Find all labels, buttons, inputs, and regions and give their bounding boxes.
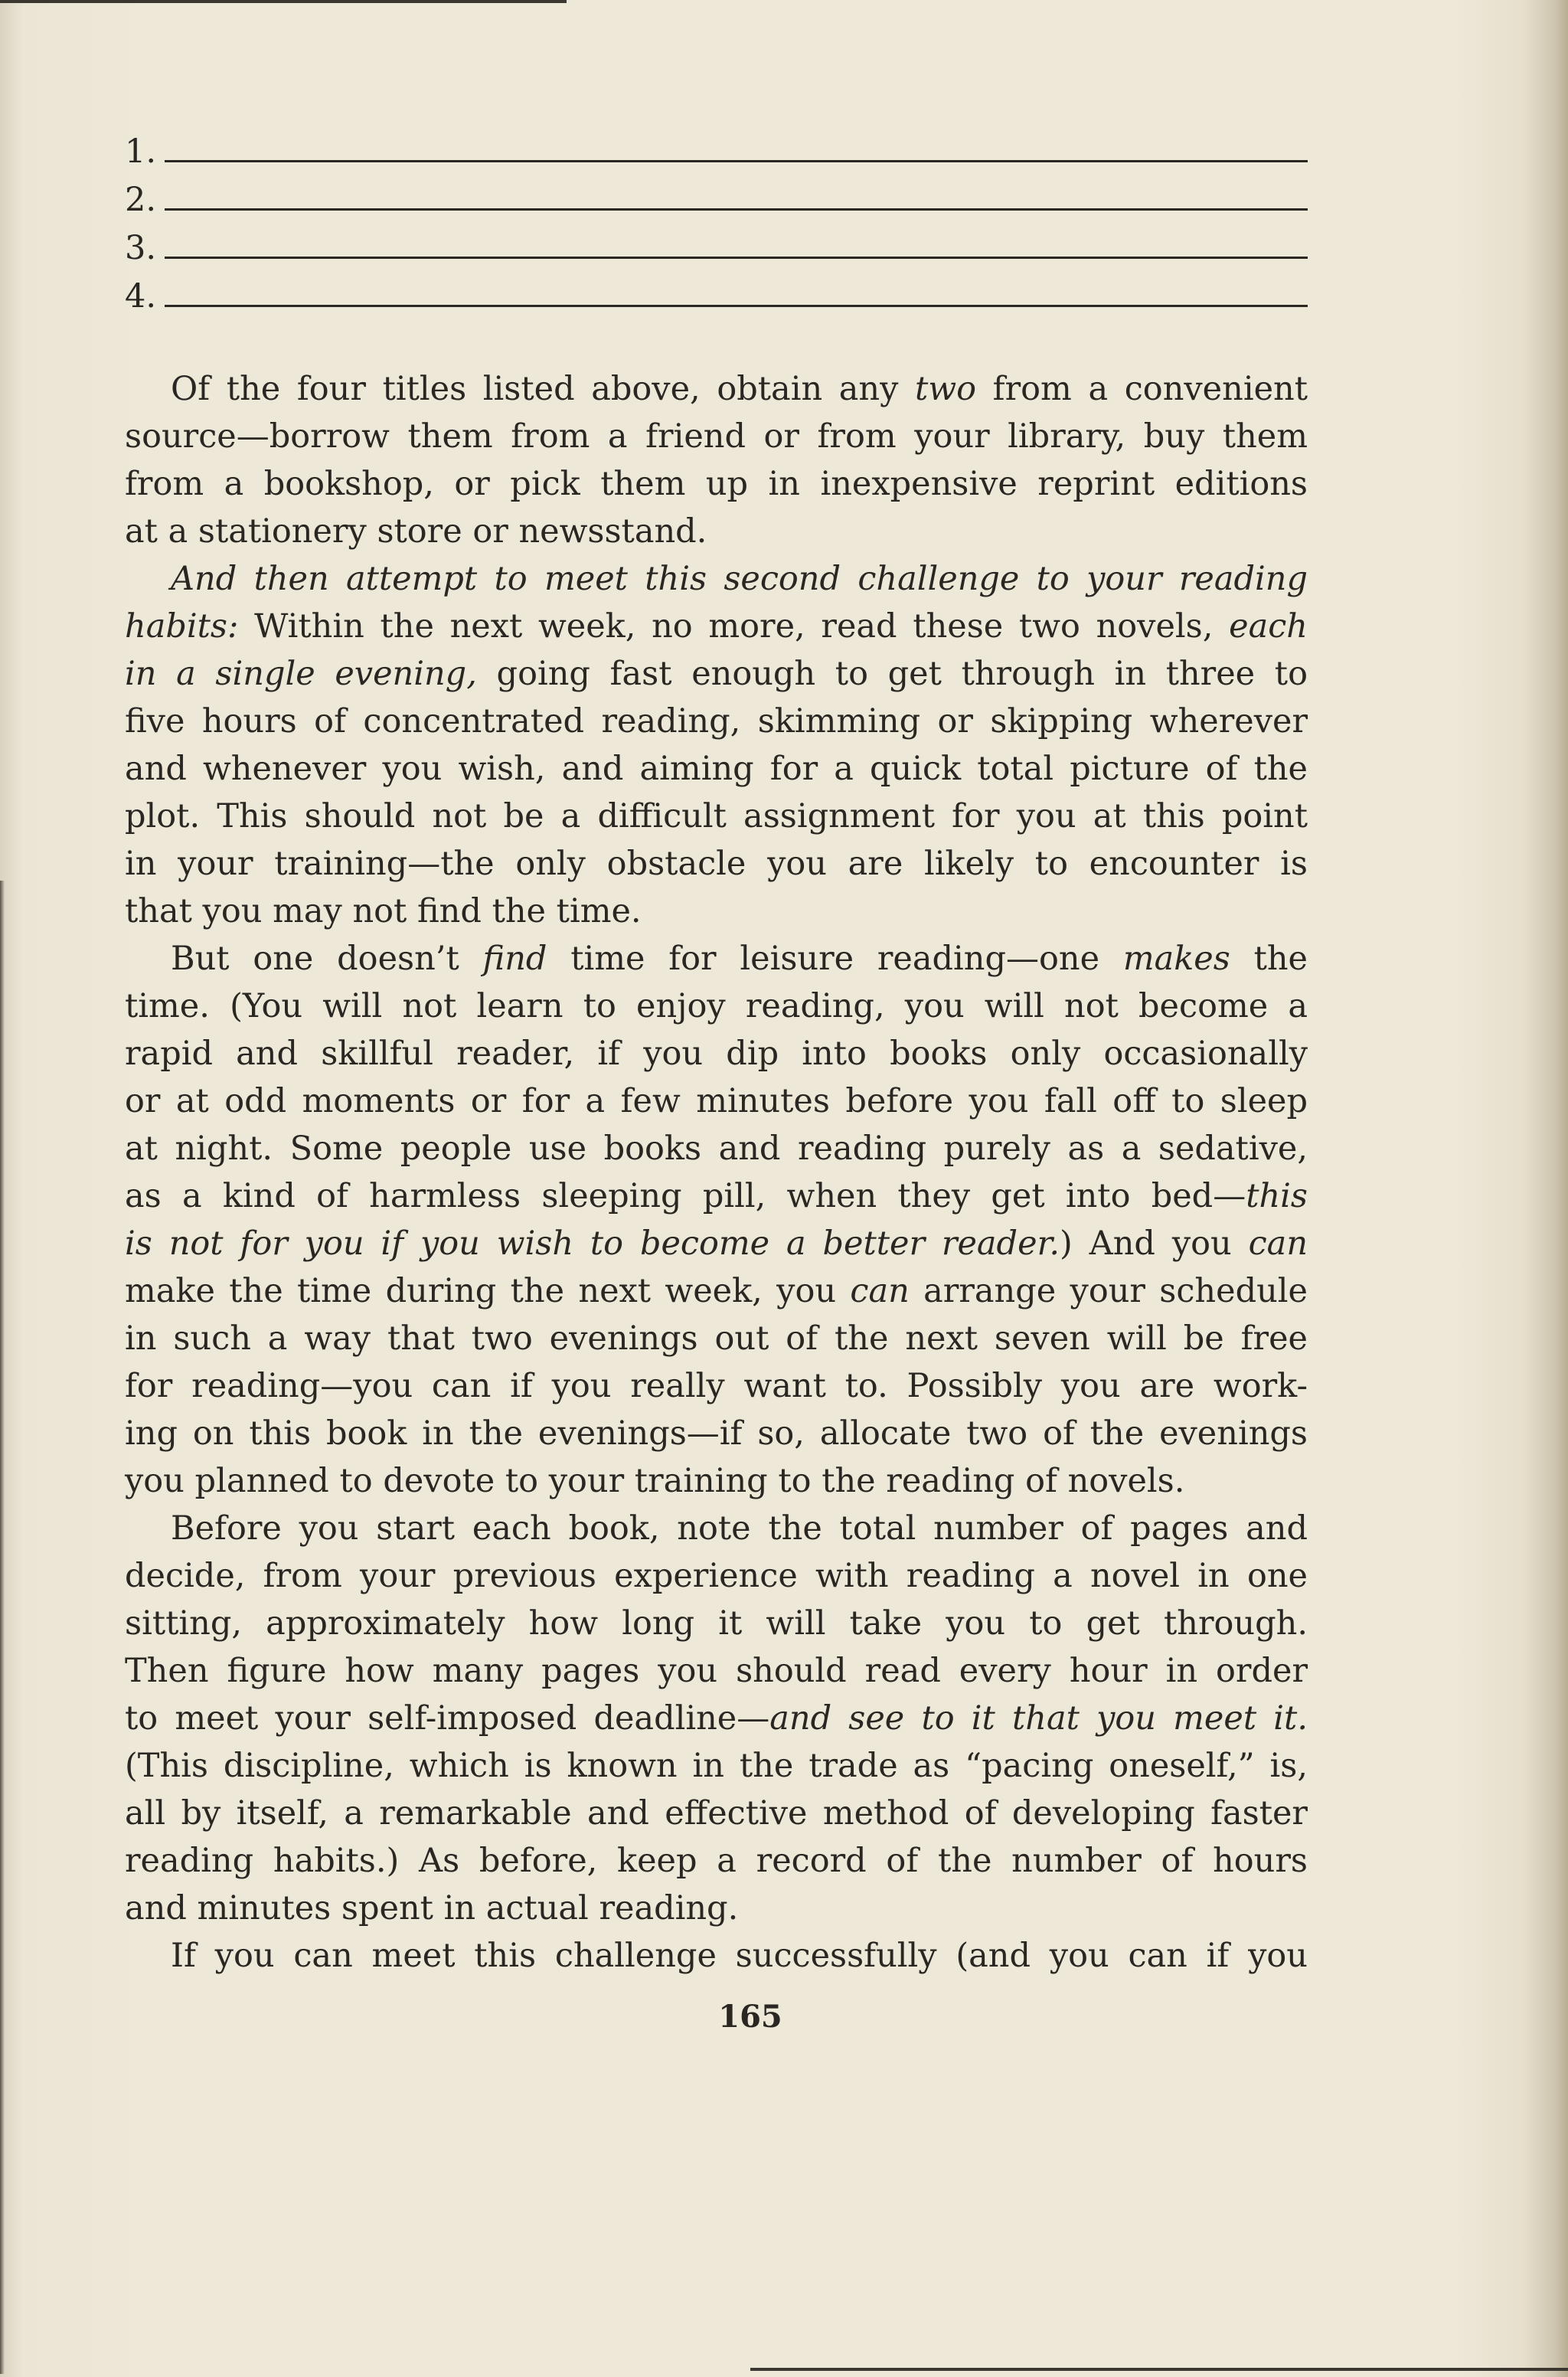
text-run: sitting, approximately how long it will take you to get through. [125,1604,1308,1643]
blank-list-item [125,228,1308,276]
text-run: five hours of concentrated reading, skimming or skipping wherever [125,702,1308,741]
blank-list-number: 4. [125,277,157,316]
text-line [125,1457,1308,1505]
text-line [125,698,1308,745]
text-line [125,1267,1308,1315]
text-line [125,888,1308,935]
text-run: in such a way that two evenings out of the next seven will be free [125,1319,1308,1358]
text-run: from a bookshop, or pick them up in inexpensive reprint editions [125,465,1308,503]
text-run: that you may not find the time. [125,892,642,930]
italic-run: is not for you if you wish to become a better reader. [125,1224,1060,1263]
blank-list-item [125,180,1308,228]
text-run: time. (You will not learn to enjoy reading, you will not become a [125,987,1308,1025]
blank-list-number: 1. [125,132,157,171]
text-run: you planned to devote to your training to the reading of novels. [125,1462,1185,1500]
text-line [125,508,1308,555]
text-line [125,1552,1308,1600]
text-line [125,1030,1308,1077]
text-line [125,1647,1308,1695]
paragraph [125,365,1308,555]
text-line [125,460,1308,508]
text-run: plot. This should not be a difficult assignment for you at this point [125,797,1308,835]
blank-write-in-line [165,305,1308,307]
italic-run: habits: [125,607,239,646]
italic-run: this [1246,1177,1308,1215]
text-line [125,1885,1308,1932]
text-run: and minutes spent in actual reading. [125,1889,739,1927]
text-run: decide, from your previous experience with reading a novel in one [125,1557,1308,1595]
text-run: or at odd moments or for a few minutes before you fall off to sleep [125,1082,1308,1120]
text-line [125,365,1308,413]
text-line [125,840,1308,888]
text-run: and whenever you wish, and aiming for a quick total picture of the [125,750,1308,788]
text-run: source—borrow them from a friend or from your library, buy them [125,417,1308,456]
text-run: But one doesn’t [171,940,483,978]
text-run: at night. Some people use books and reading purely as a sedative, [125,1130,1308,1168]
text-line [125,1410,1308,1457]
text-line [125,935,1308,983]
italic-run: And then attempt to meet this second challenge to your reading [171,560,1308,598]
text-line [125,1077,1308,1125]
text-run: (This discipline, which is known in the trade as “pacing oneself,” is, [125,1747,1308,1785]
text-line [125,1172,1308,1220]
text-run: Before you start each book, note the total number of pages and [171,1509,1308,1548]
text-line [125,1695,1308,1742]
text-line [125,650,1308,698]
blank-list-number: 2. [125,181,157,219]
binding-shadow [0,881,5,2374]
text-run: as a kind of harmless sleeping pill, when they get into bed— [125,1177,1246,1215]
paragraph [125,555,1308,935]
text-run: Then figure how many pages you should read every hour in order [125,1652,1308,1690]
text-run: If you can meet this challenge successfully (and you can if you [171,1937,1308,1975]
text-run: all by itself, a remarkable and effective method of developing faster [125,1794,1308,1833]
italic-run: makes [1122,940,1230,978]
text-run: arrange your schedule [909,1272,1308,1310]
text-run: reading habits.) As before, keep a record of the number of hours [125,1842,1308,1880]
paragraph [125,1505,1308,1932]
blank-title-list [125,132,1308,325]
paragraph [125,935,1308,1505]
blank-list-item [125,132,1308,180]
text-line [125,1505,1308,1552]
text-line [125,1932,1308,1980]
text-line [125,983,1308,1030]
text-run: the [1230,940,1308,978]
text-line [125,1837,1308,1885]
blank-list-number: 3. [125,229,157,267]
bottom-page-edge [750,2368,1568,2371]
italic-run: each [1229,607,1308,646]
italic-run: can [1248,1224,1308,1263]
blank-write-in-line [165,160,1308,162]
text-run: make the time during the next week, you [125,1272,851,1310]
text-run: in your training—the only obstacle you are likely to encounter is [125,845,1308,883]
text-run: going fast enough to get through in three to [476,655,1308,693]
text-run: Of the four titles listed above, obtain any [171,370,916,408]
text-line [125,1315,1308,1362]
blank-list-item [125,276,1308,325]
text-run: to meet your self-imposed deadline— [125,1699,770,1738]
body-text [125,365,1308,1980]
text-line [125,413,1308,460]
text-run: from a convenient [976,370,1308,408]
text-line [125,603,1308,650]
text-run: for reading—you can if you really want to. Possibly you are work- [125,1367,1308,1405]
italic-run: find [482,940,547,978]
italic-run: and see to it that you meet it. [769,1699,1308,1738]
text-line [125,555,1308,603]
text-run: ing on this book in the evenings—if so, allocate two of the evenings [125,1414,1308,1453]
text-run: at a stationery store or newsstand. [125,512,707,551]
text-line [125,793,1308,840]
italic-run: in a single evening, [125,655,477,693]
blank-write-in-line [165,208,1308,211]
blank-write-in-line [165,257,1308,259]
text-line [125,745,1308,793]
text-run: ) And you [1060,1224,1249,1263]
text-run: time for leisure reading—one [547,940,1123,978]
italic-run: can [850,1272,910,1310]
italic-run: two [915,370,977,408]
text-line [125,1790,1308,1837]
paragraph [125,1932,1308,1980]
text-line [125,1362,1308,1410]
text-line [125,1220,1308,1267]
top-page-edge [0,0,567,3]
text-run: Within the next week, no more, read these two novels, [238,607,1230,646]
text-line [125,1600,1308,1647]
text-line [125,1125,1308,1172]
page-number: 165 [718,1999,782,2035]
text-run: rapid and skillful reader, if you dip into books only occasionally [125,1035,1308,1073]
text-line [125,1742,1308,1790]
